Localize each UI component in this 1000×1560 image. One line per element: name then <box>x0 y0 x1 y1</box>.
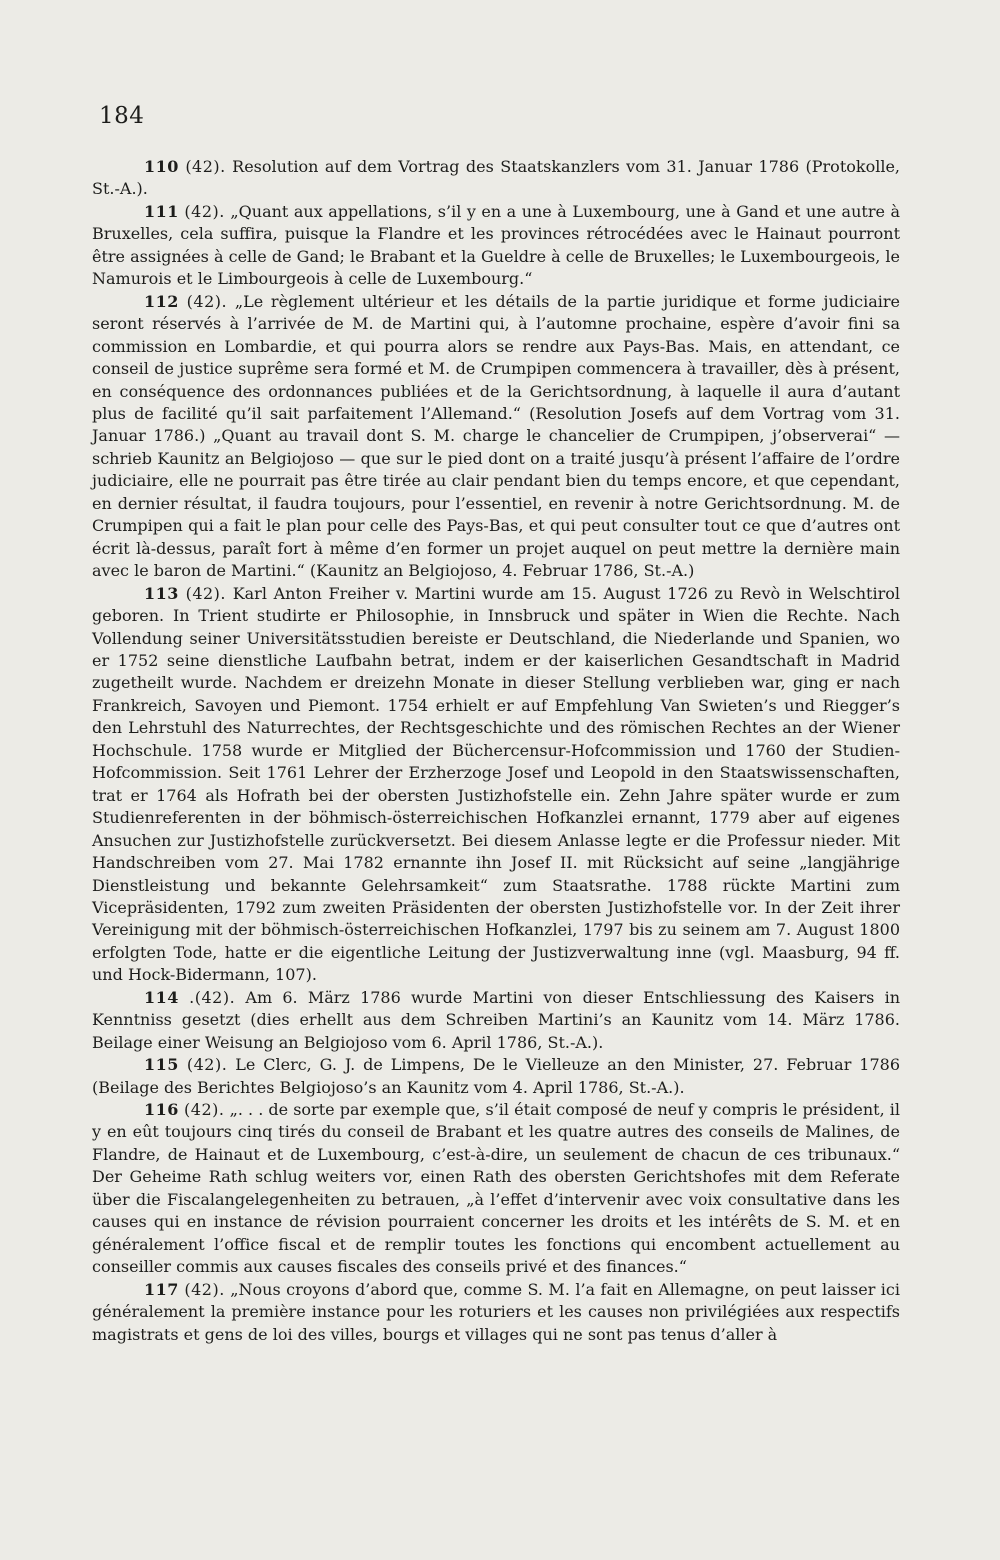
endnote-reference: (42). <box>184 1279 225 1299</box>
endnote-114 <box>92 987 900 1054</box>
endnote-117 <box>92 1279 900 1346</box>
endnote-reference: .(42). <box>189 987 236 1007</box>
endnote-reference: (42). <box>186 1055 228 1075</box>
endnote-112 <box>92 291 900 583</box>
endnote-text: „Le règlement ultérieur et les détails de la partie juridique et forme judiciaire seront réservés à l’arrivée de M. de Martini qui, à l’automne prochaine, espère d’avoir fini sa commission en Lombardie, et qui pourra alors se rendre aux Pays-Bas. Mais, en attendant, ce conseil de justice suprême sera formé et M. de Crumpipen commencera à travailler, dès à présent, en conséquence des ordonnances publiées et de la Gerichtsordnung, à laquelle il aura d’autant plus de facilité qu’il sait parfaitement l’Allemand.“ (Resolution Josefs auf dem Vortrag vom 31. Januar 1786.) „Quant au travail dont S. M. charge le chancelier de Crumpipen, j’observerai“ — schrieb Kaunitz an Belgiojoso — que sur le pied dont on a traité jusqu’à présent l’affaire de l’ordre judiciaire, elle ne pourrait pas être tirée au clair pendant bien du temps encore, et que cependant, en dernier résultat, il faudra toujours, pour l’essentiel, en revenir à notre Gerichtsordnung. M. de Crumpipen qui a fait le plan pour celle des Pays-Bas, et qui peut consulter tout ce que d’autres ont écrit là-dessus, paraît fort à même d’en former un projet auquel on peut mettre la dernière main avec le baron de Martini.“ (Kaunitz an Belgiojoso, 4. Februar 1786, St.-A.) <box>92 291 900 581</box>
endnote-text: Karl Anton Freiher v. Martini wurde am 15. August 1726 zu Revò in Welschtirol geboren. In Trient studirte er Philosophie, in Innsbruck und später in Wien die Rechte. Nach Vollendung seiner Universitätsstudien bereiste er Deutschland, die Niederlande und Spanien, wo er 1752 seine dienstliche Laufbahn betrat, indem er der kaiserlichen Gesandtschaft in Madrid zugetheilt wurde. Nachdem er dreizehn Monate in dieser Stellung verblieben war, ging er nach Frankreich, Savoyen und Piemont. 1754 erhielt er auf Empfehlung Van Swieten’s und Riegger’s den Lehrstuhl des Naturrechtes, der Rechtsgeschichte und des römischen Rechtes an der Wiener Hochschule. 1758 wurde er Mitglied der Büchercensur-Hofcommission und 1760 der Studien-Hofcommission. Seit 1761 Lehrer der Erzherzoge Josef und Leopold in den Staatswissenschaften, trat er 1764 als Hofrath bei der obersten Justizhofstelle ein. Zehn Jahre später wurde er zum Studienreferenten in der böhmisch-österreichischen Hofkanzlei ernannt, 1779 aber auf eigenes Ansuchen zur Justizhofstelle zurückversetzt. Bei diesem Anlasse legte er die Professur nieder. Mit Handschreiben vom 27. Mai 1782 ernannte ihn Josef II. mit Rücksicht auf seine „langjährige Dienstleistung und bekannte Gelehrsamkeit“ zum Staatsrathe. 1788 rückte Martini zum Vicepräsidenten, 1792 zum zweiten Präsidenten der obersten Justizhofstelle vor. In der Zeit ihrer Vereinigung mit der böhmisch-österreichischen Hofkanzlei, 1797 bis zu seinem am 7. August 1800 erfolgten Tode, hatte er die eigentliche Leitung der Justizverwaltung inne (vgl. Maasburg, 94 ff. und Hock-Bidermann, 107). <box>92 583 901 985</box>
endnote-text: „Nous croyons d’abord que, comme S. M. l’a fait en Allemagne, on peut laisser ici généralement la première instance pour les roturiers et les causes non privilégiées aux respectifs magistrats et gens de loi des villes, bourgs et villages qui ne sont pas tenus d’aller à <box>92 1279 900 1344</box>
endnote-text: „Quant aux appellations, s’il y en a une à Luxembourg, une à Gand et une autre à Bruxelles, cela suffira, puisque la Flandre et les provinces rétrocédées avec le Hainaut pourront être assignées à celle de Gand; le Brabant et la Gueldre à celle de Bruxelles; le Luxembourgeois, le Namurois et le Limbourgeois à celle de Luxembourg.“ <box>92 201 900 289</box>
endnote-number: 116 <box>144 1100 179 1120</box>
endnote-reference: (42). <box>185 583 227 603</box>
endnote-number: 113 <box>144 583 179 603</box>
endnote-number: 112 <box>144 291 179 311</box>
endnote-reference: (42). <box>186 291 228 311</box>
endnote-reference: (42). <box>184 1100 225 1120</box>
endnote-text: Le Clerc, G. J. de Limpens, De le Vielleuze an den Minister, 27. Februar 1786 (Beilage des Berichtes Belgiojoso’s an Kaunitz vom 4. April 1786, St.-A.). <box>92 1055 901 1097</box>
endnote-text: Resolution auf dem Vortrag des Staatskanzlers vom 31. Januar 1786 (Protokolle, St.-A.). <box>92 157 900 199</box>
endnote-116 <box>92 1099 900 1279</box>
endnote-reference: (42). <box>185 157 226 176</box>
endnote-number: 115 <box>144 1055 179 1075</box>
endnote-text: „. . . de sorte par exemple que, s’il était composé de neuf y compris le président, il y en eût toujours cinq tirés du conseil de Brabant et les quatre autres des conseils de Malines, de Flandre, de Hainaut et de Luxembourg, c’est-à-dire, un seulement de chacun de ces tribunaux.“ Der Geheime Rath schlug weiters vor, einen Rath des obersten Gerichtshofes mit dem Referate über die Fiscalangelegenheiten zu betrauen, „à l’effet d’intervenir avec voix consultative dans les causes qui en instance de révision pourraient concerner les droits et les intérêts de S. M. et en généralement l’office fiscal et de remplir toutes les fonctions qui encombent actuellement au conseiller commis aux causes fiscales des conseils privé et des finances.“ <box>92 1100 900 1277</box>
endnotes-body <box>92 156 900 1346</box>
endnote-reference: (42). <box>184 201 225 221</box>
endnote-110 <box>92 156 900 201</box>
endnote-113 <box>92 583 900 987</box>
endnote-number: 114 <box>144 987 179 1007</box>
endnote-115 <box>92 1054 900 1099</box>
page-number: 184 <box>99 103 145 129</box>
endnote-number: 117 <box>144 1279 179 1299</box>
endnote-number: 110 <box>144 157 179 176</box>
endnote-text: Am 6. März 1786 wurde Martini von dieser Entschliessung des Kaisers in Kenntniss gesetzt (dies erhellt aus dem Schreiben Martini’s an Kaunitz vom 14. März 1786. Beilage einer Weisung an Belgiojoso vom 6. April 1786, St.-A.). <box>92 987 900 1052</box>
endnote-111 <box>92 201 900 291</box>
endnote-number: 111 <box>144 201 179 221</box>
